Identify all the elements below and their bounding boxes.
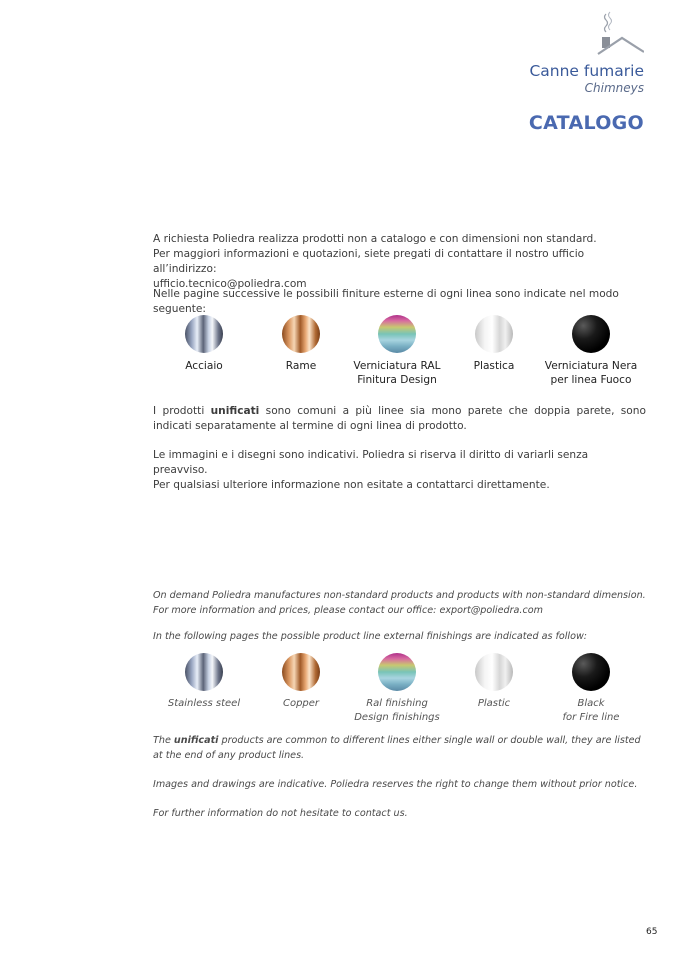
- steel-swatch-icon: [185, 315, 223, 353]
- copper-swatch-icon: [282, 653, 320, 691]
- italian-images-note: Le immagini e i disegni sono indicativi. Poliedra si riserva il diritto di variarli senza preavviso.: [153, 449, 589, 476]
- finish-it-plastic: [444, 315, 544, 373]
- english-finishes-intro: In the following pages the possible product line external finishings are indicated as follow:: [153, 631, 588, 642]
- italian-intro-email: ufficio.tecnico@poliedra.com: [153, 278, 307, 290]
- italian-intro-line2: Per maggiori informazioni e quotazioni, siete pregati di contattare il nostro ufficio all’indirizzo:: [153, 248, 585, 275]
- english-intro-line2: For more information and prices, please contact our office: export@poliedra.com: [153, 605, 543, 616]
- finish-label: Plastic: [477, 698, 511, 709]
- brand-block: [529, 62, 644, 96]
- finish-it-ral: [347, 315, 447, 387]
- finish-it-copper: [251, 315, 351, 373]
- finish-label: Verniciatura RAL: [353, 360, 441, 372]
- finish-label: Acciaio: [185, 360, 223, 372]
- finish-it-black: [541, 315, 641, 387]
- finish-label: Rame: [285, 360, 317, 372]
- finish-en-plastic: [444, 653, 544, 711]
- italian-unificati-note: I prodotti unificati sono comuni a più linee sia mono parete che doppia parete, sono indicati separatamente al termine di ogni linea di prodotto.: [153, 405, 646, 432]
- black-paint-swatch-icon: [572, 653, 610, 691]
- finish-en-copper: [251, 653, 351, 711]
- finish-label-line2: per linea Fuoco: [550, 374, 632, 386]
- copper-swatch-icon: [282, 315, 320, 353]
- english-intro: [153, 588, 646, 618]
- finish-label: Copper: [282, 698, 320, 709]
- english-intro-line1: On demand Poliedra manufactures non-standard products and products with non-standard dimension.: [153, 590, 646, 601]
- finish-label-line2: for Fire line: [562, 712, 620, 723]
- plastic-swatch-icon: [475, 653, 513, 691]
- finish-en-steel: [154, 653, 254, 711]
- unificati-term: unificati: [210, 405, 260, 417]
- english-images-note: Images and drawings are indicative. Poliedra reserves the right to change them without prior notice.: [153, 779, 638, 790]
- page-number: 65: [646, 927, 658, 937]
- italian-finishes-intro: Nelle pagine successive le possibili finiture esterne di ogni linea sono indicate nel modo seguente:: [153, 288, 619, 315]
- finish-en-ral: [347, 653, 447, 725]
- unificati-term: unificati: [173, 735, 219, 746]
- steel-swatch-icon: [185, 653, 223, 691]
- italian-intro: [153, 232, 646, 292]
- black-paint-swatch-icon: [572, 315, 610, 353]
- italian-intro-line1: A richiesta Poliedra realizza prodotti non a catalogo e con dimensioni non standard.: [153, 233, 597, 245]
- finish-label: Verniciatura Nera: [544, 360, 638, 372]
- finish-label-line2: Design finishings: [354, 712, 440, 723]
- english-unificati-note: The unificati products are common to different lines either single wall or double wall, they are listed at the end of any product lines.: [153, 735, 641, 761]
- plastic-swatch-icon: [475, 315, 513, 353]
- finish-label: Black: [577, 698, 605, 709]
- ral-paint-swatch-icon: [378, 315, 416, 353]
- page-title: CATALOGO: [528, 112, 644, 134]
- chimney-house-logo-icon: [592, 10, 644, 62]
- finish-label: Plastica: [473, 360, 515, 372]
- finish-label-line2: Finitura Design: [357, 374, 437, 386]
- ral-paint-swatch-icon: [378, 653, 416, 691]
- finish-label: Stainless steel: [167, 698, 241, 709]
- finish-label: Ral finishing: [366, 698, 428, 709]
- brand-title: Canne fumarie: [529, 62, 644, 80]
- english-contact-note: For further information do not hesitate to contact us.: [153, 808, 408, 819]
- italian-contact-note: Per qualsiasi ulteriore informazione non esitate a contattarci direttamente.: [153, 479, 550, 491]
- finish-en-black: [541, 653, 641, 725]
- brand-subtitle: Chimneys: [584, 81, 644, 95]
- finish-it-steel: [154, 315, 254, 373]
